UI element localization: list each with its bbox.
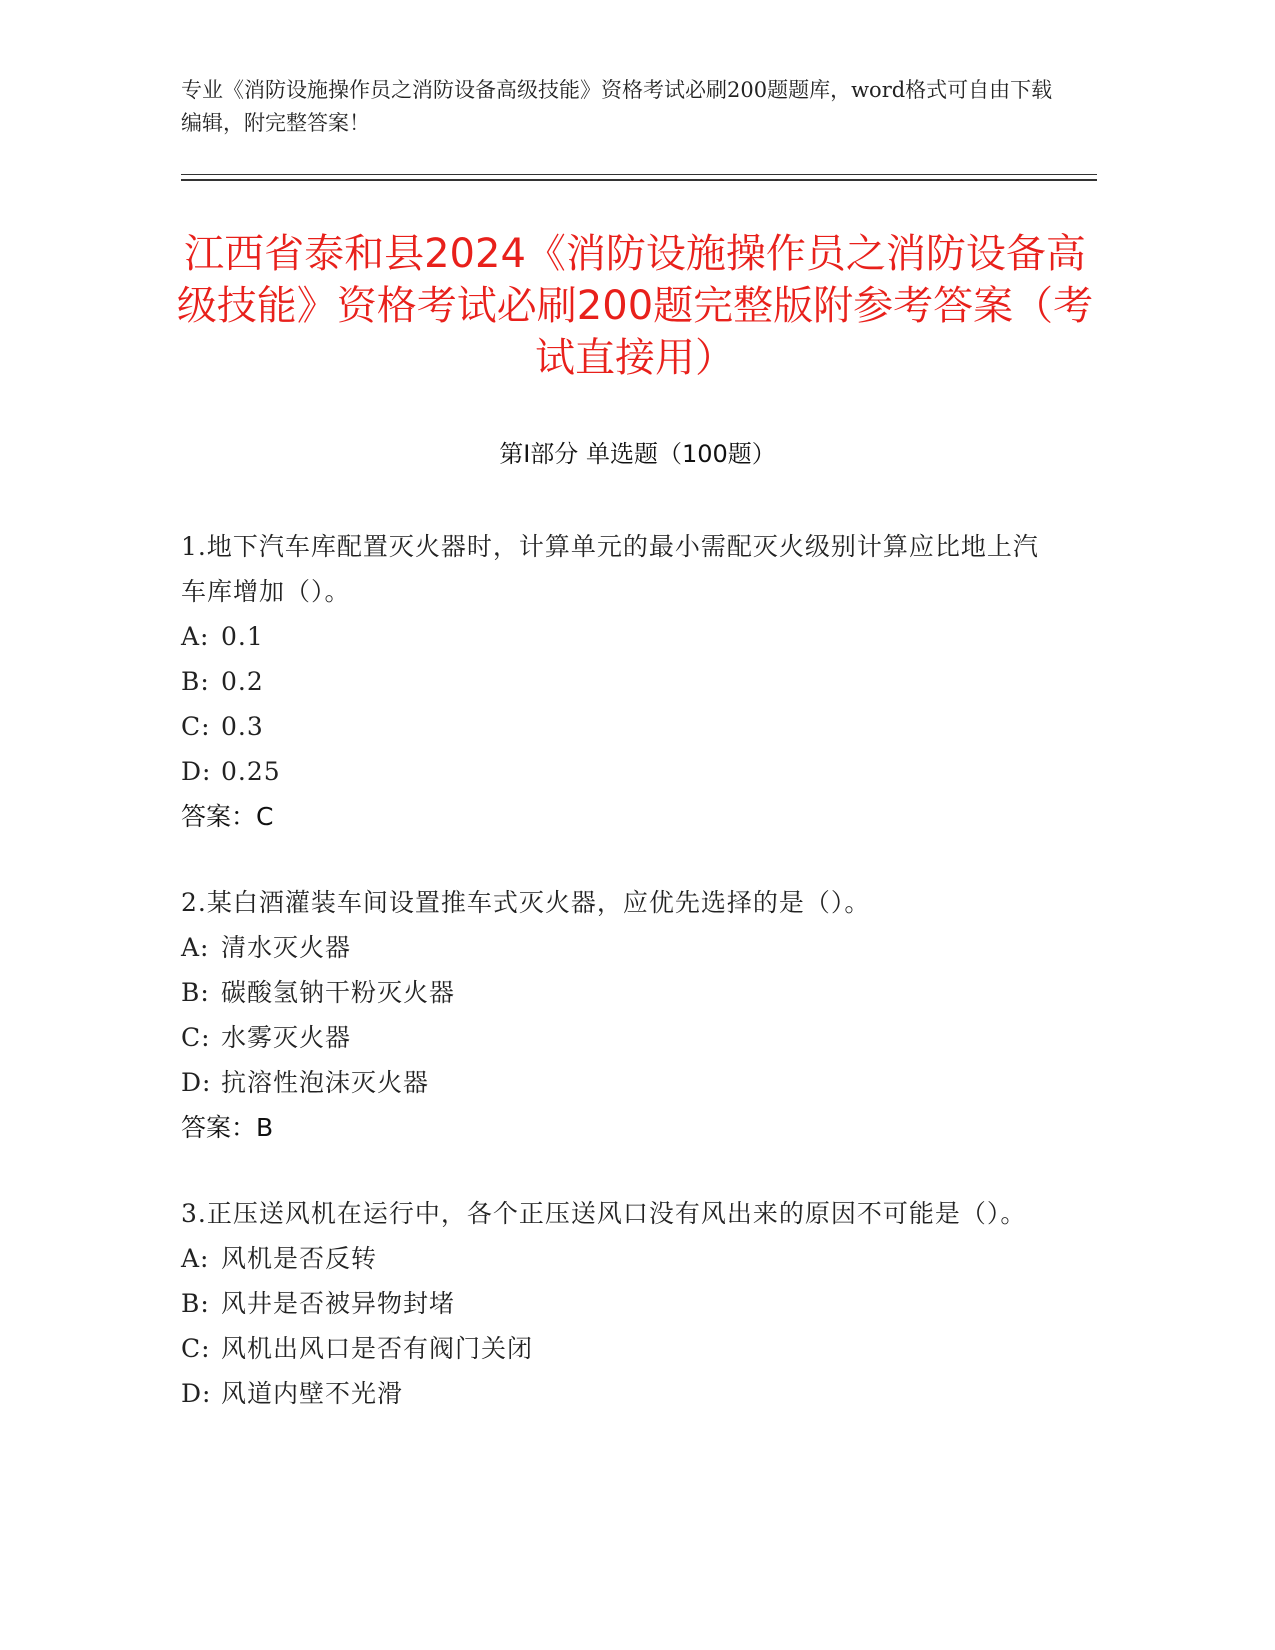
- header-divider-thick: [181, 179, 1097, 181]
- option-d: [181, 1060, 1061, 1105]
- document-title: 江西省泰和县2024《消防设施操作员之消防设备高级技能》资格考试必刷200题完整版附参考答案（考试直接用）: [176, 231, 1094, 381]
- option-b: [181, 659, 1061, 704]
- option-a: [181, 1236, 1061, 1281]
- option-text: 抗溶性泡沫灭火器: [221, 1068, 430, 1097]
- option-text: 0.25: [221, 757, 281, 786]
- option-text: 0.3: [221, 712, 264, 741]
- option-letter: D:: [181, 1068, 212, 1097]
- answer-line: 答案：B: [181, 1113, 274, 1142]
- option-text: 水雾灭火器: [221, 1023, 352, 1052]
- option-text: 0.2: [221, 667, 264, 696]
- option-text: 风机是否反转: [221, 1244, 378, 1273]
- section-heading: 第Ⅰ部分 单选题（100题）: [499, 440, 776, 468]
- option-letter: C:: [181, 1023, 211, 1052]
- option-b: [181, 1281, 1061, 1326]
- option-text: 风道内壁不光滑: [221, 1379, 404, 1408]
- header-note: 专业《消防设施操作员之消防设备高级技能》资格考试必刷200题题库，word格式可自由下载编辑，附完整答案！: [181, 78, 1053, 135]
- option-c: [181, 704, 1061, 749]
- option-text: 风井是否被异物封堵: [221, 1289, 456, 1318]
- option-letter: D:: [181, 757, 212, 786]
- option-text: 清水灭火器: [221, 933, 352, 962]
- question-stem: 3.正压送风机在运行中，各个正压送风口没有风出来的原因不可能是（）。: [181, 1199, 1027, 1228]
- option-letter: B:: [181, 1289, 210, 1318]
- option-c: [181, 1326, 1061, 1371]
- option-d: [181, 749, 1061, 794]
- option-letter: B:: [181, 667, 210, 696]
- option-letter: C:: [181, 1334, 211, 1363]
- option-c: [181, 1015, 1061, 1060]
- option-a: [181, 614, 1061, 659]
- option-letter: A:: [181, 1244, 210, 1273]
- header-divider-thin: [181, 174, 1097, 175]
- question-stem: 2.某白酒灌装车间设置推车式灭火器，应优先选择的是（）。: [181, 888, 871, 917]
- option-text: 碳酸氢钠干粉灭火器: [221, 978, 456, 1007]
- option-a: [181, 925, 1061, 970]
- option-text: 风机出风口是否有阀门关闭: [221, 1334, 534, 1363]
- answer-line: 答案：C: [181, 802, 274, 831]
- option-b: [181, 970, 1061, 1015]
- option-letter: A:: [181, 622, 210, 651]
- option-letter: A:: [181, 933, 210, 962]
- option-letter: B:: [181, 978, 210, 1007]
- option-d: [181, 1371, 1061, 1416]
- question-list: [181, 524, 1061, 1457]
- question-stem: 1.地下汽车库配置灭火器时，计算单元的最小需配灭火级别计算应比地上汽车库增加（）。: [181, 532, 1039, 606]
- option-letter: C:: [181, 712, 211, 741]
- question-2: [181, 880, 1061, 1150]
- question-1: [181, 524, 1061, 839]
- question-3: [181, 1191, 1061, 1416]
- option-text: 0.1: [221, 622, 264, 651]
- option-letter: D:: [181, 1379, 212, 1408]
